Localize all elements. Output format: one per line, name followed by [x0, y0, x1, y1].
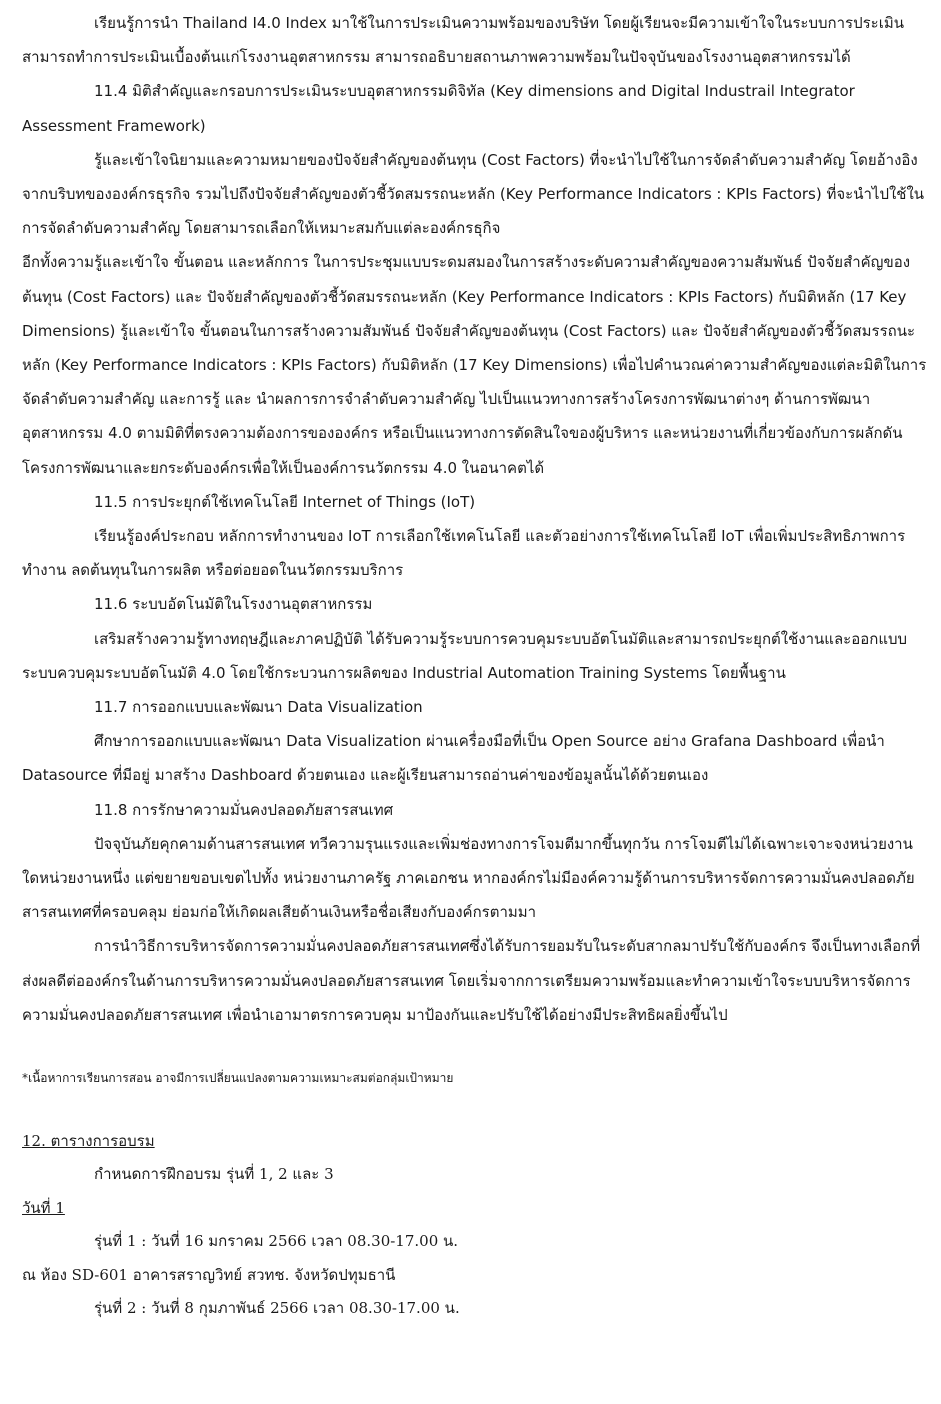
document-page: [22, 6, 928, 1326]
heading-11-6: 11.6 ระบบอัตโนมัติในโรงงานอุตสาหกรรม: [94, 595, 373, 614]
heading-11-5: 11.5 การประยุกต์ใช้เทคโนโลยี Internet of Things (IoT): [94, 492, 476, 511]
schedule-intro: กำหนดการฝึกอบรม รุ่นที่ 1, 2 และ 3: [94, 1165, 334, 1184]
paragraph-automation: เสริมสร้างความรู้ทางทฤษฎีและภาคปฏิบัติ ได้รับความรู้ระบบการควบคุมระบบอัตโนมัติและสามารถประยุกต์ใช้งานและออกแบบระบบควบคุมระบบอัตโนมัติ 4.0 โดยใช้กระบวนการผลิตของ Industrial Automation Training Systems โดยพื้นฐาน: [22, 629, 908, 682]
paragraph-i40-index: เรียนรู้การนำ Thailand I4.0 Index มาใช้ในการประเมินความพร้อมของบริษัท โดยผู้เรียนจะมีความเข้าใจในระบบการประเมิน สามารถทำการประเมินเบื้องต้นแก่โรงงานอุตสาหกรรม สามารถอธิบายสถานภาพความพร้อมในปัจจุบันของโรงงานอุตสาหกรรมได้: [22, 14, 904, 67]
paragraph-cost-factors: รู้และเข้าใจนิยามและความหมายของปัจจัยสำคัญของต้นทุน (Cost Factors) ที่จะนำไปใช้ในการจัดลำดับความสำคัญ โดยอ้างอิงจากบริบทขององค์กรธุรกิจ รวมไปถึงปัจจัยสำคัญของตัวชี้วัดสมรรถนะหลัก (Key Performance Indicators : KPIs Factors) ที่จะนำไปใช้ในการจัดลำดับความสำคัญ โดยสามารถเลือกให้เหมาะสมกับแต่ละองค์กรธุกิจ: [22, 150, 925, 238]
heading-11-7: 11.7 การออกแบบและพัฒนา Data Visualization: [94, 698, 423, 717]
content-change-note: *เนื้อหาการเรียนการสอน อาจมีการเปลี่ยนแปลงตามความเหมาะสมต่อกลุ่มเป้าหมาย: [22, 1071, 454, 1086]
section-title-schedule: 12. ตารางการอบรม: [22, 1132, 155, 1151]
paragraph-security-management: การนำวิธีการบริหารจัดการความมั่นคงปลอดภัยสารสนเทศซึ่งได้รับการยอมรับในระดับสากลมาปรับใช้กับองค์กร จึงเป็นทางเลือกที่ส่งผลดีต่อองค์กรในด้านการบริหารความมั่นคงปลอดภัยสารสนเทศ โดยเริ่มจากการเตรียมความพร้อมและทำความเข้าใจระบบบริหารจัดการความมั่นคงปลอดภัยสารสนเทศ เพื่อนำเอามาตรการควบคุม มาป้องกันและปรับใช้ได้อย่างมีประสิทธิผลยิ่งขึ้นไป: [22, 937, 921, 1024]
paragraph-data-visualization: ศึกษาการออกแบบและพัฒนา Data Visualization ผ่านเครื่องมือที่เป็น Open Source อย่าง Grafana Dashboard เพื่อนำ Datasource ที่มีอยู่ มาสร้าง Dashboard ด้วยตนเอง และผู้เรียนสามารถอ่านค่าของข้อมูลนั้นได้ด้วยตนเอง: [22, 732, 885, 785]
day-label: วันที่ 1: [22, 1198, 65, 1217]
batch-2-date: รุ่นที่ 2 : วันที่ 8 กุมภาพันธ์ 2566 เวลา 08.30-17.00 น.: [94, 1299, 460, 1318]
heading-11-4: 11.4 มิติสำคัญและกรอบการประเมินระบบอุตสาหกรรมดิจิทัล (Key dimensions and Digital Industrail Integrator Assessment Framework): [22, 82, 855, 135]
heading-11-8: 11.8 การรักษาความมั่นคงปลอดภัยสารสนเทศ: [94, 800, 394, 819]
paragraph-iot: เรียนรู้องค์ประกอบ หลักการทำงานของ IoT การเลือกใช้เทคโนโลยี และตัวอย่างการใช้เทคโนโลยี IoT เพื่อเพิ่มประสิทธิภาพการทำงาน ลดต้นทุนในการผลิต หรือต่อยอดในนวัตกรรมบริการ: [22, 527, 906, 580]
training-location: ณ ห้อง SD-601 อาคารสราญวิทย์ สวทช. จังหวัดปทุมธานี: [22, 1265, 396, 1284]
batch-1-date: รุ่นที่ 1 : วันที่ 16 มกราคม 2566 เวลา 08.30-17.00 น.: [94, 1232, 459, 1251]
paragraph-security-threats: ปัจจุบันภัยคุกคามด้านสารสนเทศ ทวีความรุนแรงและเพิ่มช่องทางการโจมตีมากขึ้นทุกวัน การโจมตีไม่ได้เฉพาะเจาะจงหน่วยงานใดหน่วยงานหนึ่ง แต่ขยายขอบเขตไปทั้ง หน่วยงานภาครัฐ ภาคเอกชน หากองค์กรไม่มีองค์ความรู้ด้านการบริหารจัดการความมั่นคงปลอดภัยสารสนเทศที่ครอบคลุม ย่อมก่อให้เกิดผลเสียด้านเงินหรือชื่อเสียงกับองค์กรตามมา: [22, 834, 915, 922]
paragraph-brainstorm: อีกทั้งความรู้และเข้าใจ ขั้นตอน และหลักการ ในการประชุมแบบระดมสมองในการสร้างระดับความสำคัญของความสัมพันธ์ ปัจจัยสำคัญของต้นทุน (Cost Factors) และ ปัจจัยสำคัญของตัวชี้วัดสมรรถนะหลัก (Key Performance Indicators : KPIs Factors) กับมิติหลัก (17 Key Dimensions) รู้และเข้าใจ ขั้นตอนในการสร้างความสัมพันธ์ ปัจจัยสำคัญของต้นทุน (Cost Factors) และ ปัจจัยสำคัญของตัวชี้วัดสมรรถนะหลัก (Key Performance Indicators : KPIs Factors) กับมิติหลัก (17 Key Dimensions) เพื่อไปคำนวณค่าความสำคัญของแต่ละมิติในการจัดลำดับความสำคัญ และการรู้ และ นำผลการการจำลำดับความสำคัญ ไปเป็นแนวทางการสร้างโครงการพัฒนาต่างๆ ด้านการพัฒนาอุตสาหกรรม 4.0 ตามมิติที่ตรงความต้องการขององค์กร หรือเป็นแนวทางการตัดสินใจของผู้บริหาร และหน่วยงานที่เกี่ยวข้องกับการผลักดันโครงการพัฒนาและยกระดับองค์กรเพื่อให้เป็นองค์การนวัตกรรม 4.0 ในอนาคตได้: [22, 253, 927, 477]
